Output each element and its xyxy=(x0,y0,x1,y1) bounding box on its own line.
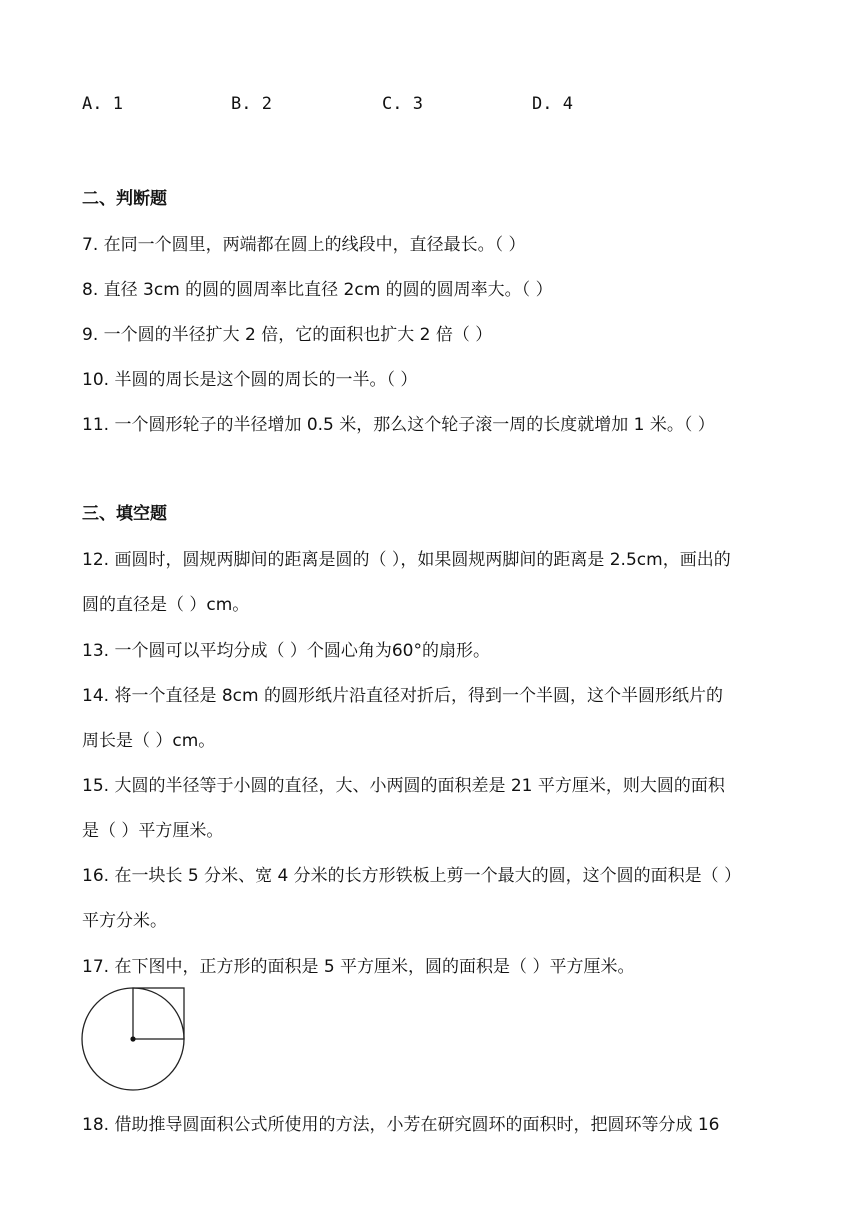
circle-square-figure xyxy=(80,986,190,1096)
question-9: 9. 一个圆的半径扩大 2 倍，它的面积也扩大 2 倍（ ） xyxy=(82,325,493,345)
option-d: D. 4 xyxy=(532,94,573,114)
question-12-line-2: 圆的直径是（ ）cm。 xyxy=(82,595,250,615)
question-7: 7. 在同一个圆里，两端都在圆上的线段中，直径最长。（ ） xyxy=(82,235,526,255)
question-13: 13. 一个圆可以平均分成（ ）个圆心角为60°的扇形。 xyxy=(82,641,490,661)
square-outline xyxy=(133,988,184,1039)
question-8: 8. 直径 3cm 的圆的圆周率比直径 2cm 的圆的圆周率大。（ ） xyxy=(82,280,553,300)
question-14-line-2: 周长是（ ）cm。 xyxy=(82,731,216,751)
section-title-judge: 二、判断题 xyxy=(82,189,167,209)
option-a: A. 1 xyxy=(82,94,123,114)
option-c: C. 3 xyxy=(382,94,423,114)
question-16-line-1: 16. 在一块长 5 分米、宽 4 分米的长方形铁板上剪一个最大的圆，这个圆的面积是（ ） xyxy=(82,866,742,886)
question-15-line-1: 15. 大圆的半径等于小圆的直径，大、小两圆的面积差是 21 平方厘米，则大圆的面积 xyxy=(82,776,725,796)
question-18-line-1: 18. 借助推导圆面积公式所使用的方法，小芳在研究圆环的面积时，把圆环等分成 16 xyxy=(82,1115,720,1135)
question-14-line-1: 14. 将一个直径是 8cm 的圆形纸片沿直径对折后，得到一个半圆，这个半圆形纸片的 xyxy=(82,686,723,706)
question-16-line-2: 平方分米。 xyxy=(82,911,167,931)
option-b: B. 2 xyxy=(231,94,272,114)
section-title-fill: 三、填空题 xyxy=(82,504,167,524)
question-15-line-2: 是（ ）平方厘米。 xyxy=(82,821,224,841)
question-17: 17. 在下图中，正方形的面积是 5 平方厘米，圆的面积是（ ）平方厘米。 xyxy=(82,957,635,977)
question-11: 11. 一个圆形轮子的半径增加 0.5 米，那么这个轮子滚一周的长度就增加 1 米。（ ） xyxy=(82,415,715,435)
question-10: 10. 半圆的周长是这个圆的周长的一半。（ ） xyxy=(82,370,418,390)
center-dot xyxy=(130,1036,135,1041)
question-12-line-1: 12. 画圆时，圆规两脚间的距离是圆的（ ），如果圆规两脚间的距离是 2.5cm，画出的 xyxy=(82,550,731,570)
